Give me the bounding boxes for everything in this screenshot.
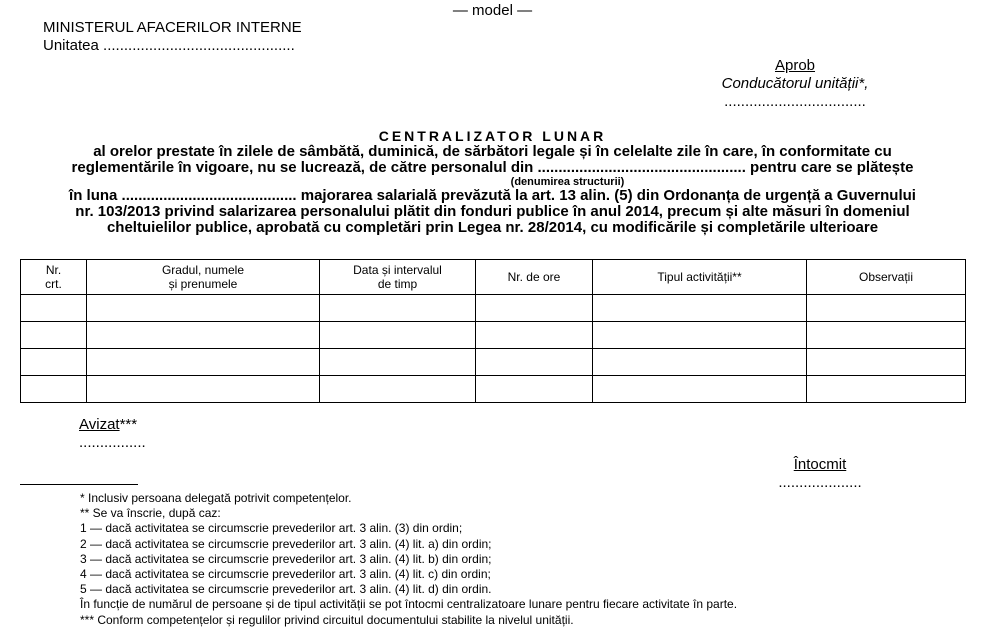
table-cell[interactable] bbox=[807, 349, 966, 376]
table-cell[interactable] bbox=[476, 376, 593, 403]
intocmit-signature-line: .................... bbox=[778, 474, 862, 491]
table-cell[interactable] bbox=[476, 322, 593, 349]
col-header-name: Gradul, numele și prenumele bbox=[87, 260, 320, 295]
col-header-date: Data și intervalul de timp bbox=[320, 260, 476, 295]
approval-label: Aprob bbox=[774, 57, 816, 74]
table-cell[interactable] bbox=[320, 322, 476, 349]
avizat-stars: *** bbox=[119, 416, 138, 433]
table-cell[interactable] bbox=[320, 376, 476, 403]
col-header-observations: Observații bbox=[807, 260, 966, 295]
avizat-signature-line: ................ bbox=[79, 434, 146, 451]
footnote: 4 — dacă activitatea se circumscrie prevederilor art. 3 alin. (4) lit. c) din ordin; bbox=[80, 567, 491, 582]
approval-signature-line: .................................. bbox=[724, 93, 866, 110]
title-line-5: cheltuielilor publice, aprobată cu completări prin Legea nr. 28/2014, cu modificările și completările ulterioare bbox=[106, 219, 879, 236]
table-cell[interactable] bbox=[21, 295, 87, 322]
table-header-row bbox=[21, 260, 966, 295]
col-header-hours: Nr. de ore bbox=[476, 260, 593, 295]
footnote: 5 — dacă activitatea se circumscrie prevederilor art. 3 alin. (4) lit. d) din ordin. bbox=[80, 582, 492, 597]
intocmit-block bbox=[775, 456, 865, 492]
table-cell[interactable] bbox=[320, 295, 476, 322]
hours-table bbox=[20, 259, 966, 403]
table-cell[interactable] bbox=[476, 295, 593, 322]
avizat-label: Avizat bbox=[79, 416, 120, 433]
footnotes bbox=[80, 491, 737, 628]
title-line-2: reglementările în vigoare, nu se lucrează, de către personalul din .................................................. pentru care se plătește bbox=[71, 159, 914, 176]
footnote: 3 — dacă activitatea se circumscrie prevederilor art. 3 alin. (4) lit. b) din ordin; bbox=[80, 551, 492, 566]
table-cell[interactable] bbox=[87, 295, 320, 322]
title-line-3: în luna .......................................... majorarea salarială prevăzută la art. 13 alin. (5) din Ordonanța de urgență a Guvernului bbox=[69, 187, 916, 204]
table-cell[interactable] bbox=[593, 349, 807, 376]
footnote: 1 — dacă activitatea se circumscrie prevederilor art. 3 alin. (3) din ordin; bbox=[80, 521, 463, 536]
table-cell[interactable] bbox=[807, 295, 966, 322]
ministry-name: MINISTERUL AFACERILOR INTERNE bbox=[43, 19, 302, 36]
avizat-block bbox=[79, 416, 146, 452]
table-cell[interactable] bbox=[807, 376, 966, 403]
title-line-1: al orelor prestate în zilele de sâmbătă, duminică, de sărbători legale și în celelalte zile în care, în conformitate cu bbox=[93, 143, 892, 160]
table-cell[interactable] bbox=[21, 376, 87, 403]
table-cell[interactable] bbox=[593, 295, 807, 322]
structure-note: (denumirea structurii) bbox=[510, 176, 625, 188]
table-row bbox=[21, 295, 966, 322]
footnote: *** Conform competențelor și regulilor privind circuitul documentului stabilite la nivelul unității. bbox=[80, 612, 574, 627]
table-cell[interactable] bbox=[87, 349, 320, 376]
title-line-4: nr. 103/2013 privind salarizarea personalului plătit din fonduri publice în anul 2014, precum și alte măsuri în domeniul bbox=[75, 203, 910, 220]
title-main: CENTRALIZATOR LUNAR bbox=[378, 128, 607, 144]
table-cell[interactable] bbox=[87, 322, 320, 349]
footnote-divider bbox=[20, 484, 138, 485]
table-row bbox=[21, 376, 966, 403]
table-cell[interactable] bbox=[21, 349, 87, 376]
approval-block bbox=[700, 57, 890, 111]
col-header-nr: Nr. crt. bbox=[21, 260, 87, 295]
table-cell[interactable] bbox=[593, 322, 807, 349]
footnote: În funcție de numărul de persoane și de tipul activității se pot întocmi centralizatoare lunare pentru fiecare activitate în parte. bbox=[80, 597, 738, 612]
table-cell[interactable] bbox=[320, 349, 476, 376]
unit-field: Unitatea .............................................. bbox=[43, 37, 295, 54]
document-title bbox=[0, 128, 985, 236]
table-cell[interactable] bbox=[87, 376, 320, 403]
table-cell[interactable] bbox=[593, 376, 807, 403]
ministry-header bbox=[43, 19, 302, 55]
footnote: 2 — dacă activitatea se circumscrie prevederilor art. 3 alin. (4) lit. a) din ordin; bbox=[80, 536, 492, 551]
model-label: — model — bbox=[452, 2, 533, 19]
table-row bbox=[21, 349, 966, 376]
table-cell[interactable] bbox=[807, 322, 966, 349]
footnote: * Inclusiv persoana delegată potrivit competențelor. bbox=[80, 491, 352, 505]
approval-role: Conducătorul unității*, bbox=[721, 75, 869, 92]
table-cell[interactable] bbox=[476, 349, 593, 376]
table-cell[interactable] bbox=[21, 322, 87, 349]
intocmit-label: Întocmit bbox=[793, 456, 847, 473]
table-row bbox=[21, 322, 966, 349]
footnote: ** Se va înscrie, după caz: bbox=[80, 506, 221, 521]
col-header-activity: Tipul activității** bbox=[593, 260, 807, 295]
